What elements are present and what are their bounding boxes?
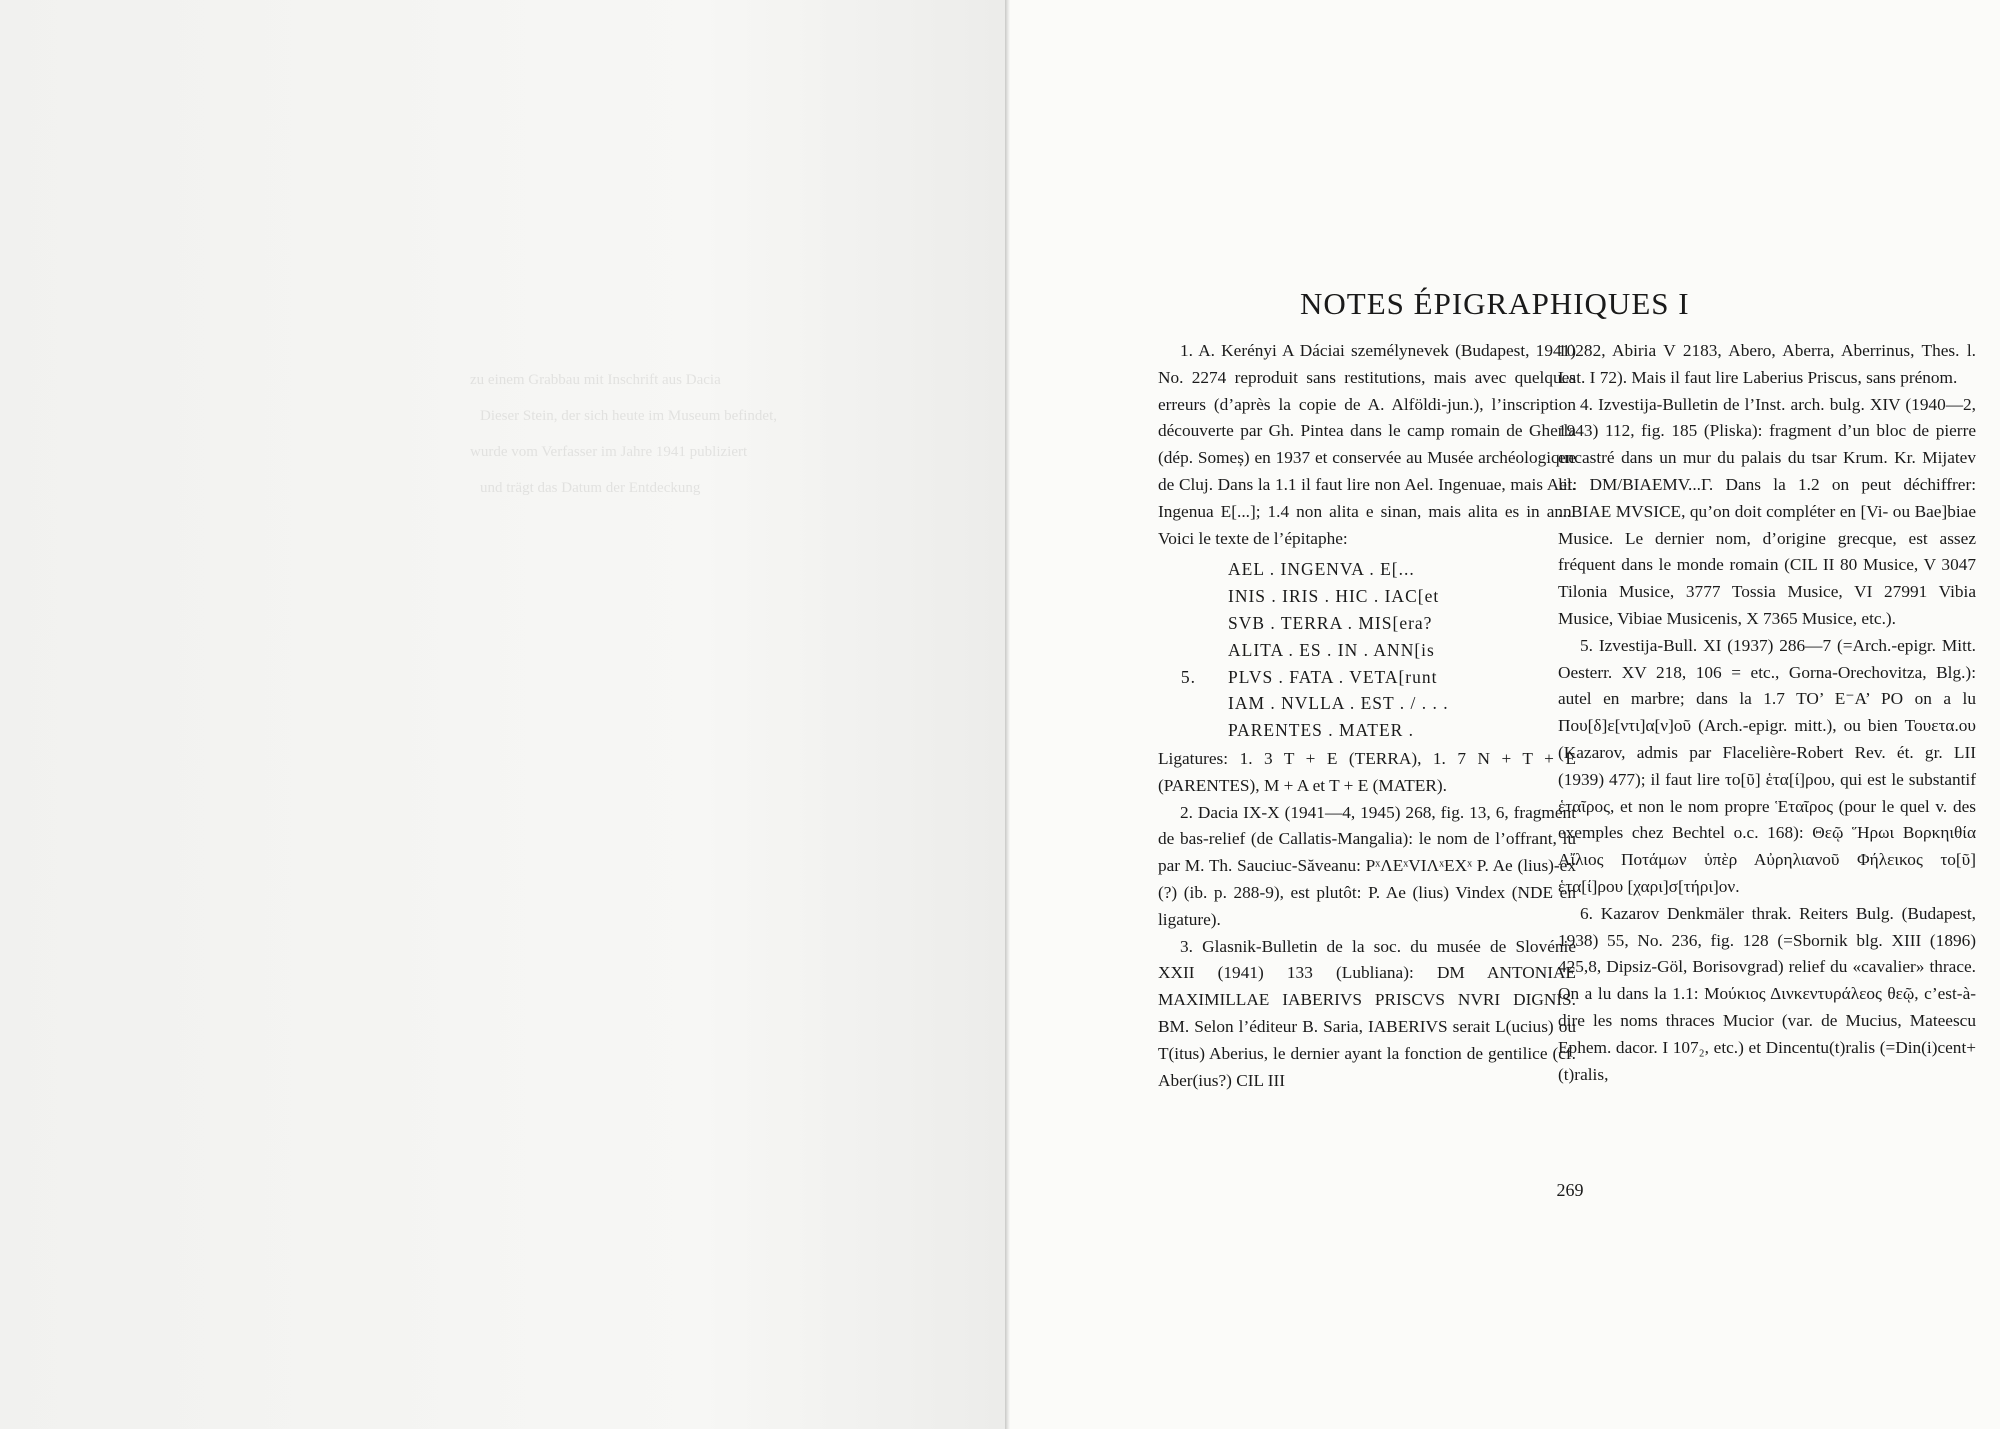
inscription-line: ALITA . ES . IN . ANN[is [1228, 639, 1435, 660]
ligatures-note: Ligatures: 1. 3 T + E (TERRA), 1. 7 N + T + E (PARENTES), M + A et T + E (MATER). [1158, 748, 1576, 795]
page-number: 269 [1556, 1180, 1584, 1200]
paragraph-2: 2. Dacia IX-X (1941—4, 1945) 268, fig. 13, 6, fragment de bas-relief (de Callatis-Mangalia): le nom de l’offrant, lu par M. Th. Sauciuc-Săveanu: PˣΛEˣVIΛˣEXˣ P. Ae (lius)-ex (?) (ib. p. 288-9), est plutôt: P. Ae (lius) Vindex (NDE en ligature). [1158, 802, 1576, 929]
text-column-left [1158, 338, 1576, 1094]
inscription-line: PARENTES . MATER . [1228, 720, 1415, 741]
inscription-line: INIS . IRIS . HIC . IAC[et [1228, 586, 1440, 607]
bleed-through-line: wurde vom Verfasser im Jahre 1941 publiziert [470, 444, 748, 460]
paragraph-3-continued: 10282, Abiria V 2183, Abero, Aberra, Aberrinus, Thes. l. Lat. I 72). Mais il faut lire Laberius Priscus, sans prénom. [1558, 341, 1976, 387]
inscription-line: IAM . NVLLA . EST . / . . . [1228, 693, 1449, 714]
inscription-line: 5. PLVS . FATA . VETA[runt [1180, 666, 1438, 687]
paragraph-4: 4. Izvestija-Bulletin de l’Inst. arch. bulg. XIV (1940—2, 1943) 112, fig. 185 (Pliska): fragment d’un bloc de pierre encastré dans un mur du palais du tsar Krum. Kr. Mijatev lit: DM/BIAEMV...Γ. Dans la 1.2 on peut déchiffrer: ...BIAE MVSICE, qu’on doit compléter en [Vi- ou Bae]biae Musice. Le dernier nom, d’origine grecque, est assez fréquent dans le monde romain (CIL II 80 Musice, V 3047 Tilonia Musice, 3777 Tossia Musice, VI 27991 Vibia Musice, Vibiae Musicenis, X 7365 Musice, etc.). [1558, 394, 1976, 628]
bleed-through-line: zu einem Grabbau mit Inschrift aus Dacia [470, 372, 721, 388]
inscription-block [1158, 556, 1576, 744]
paragraph-5: 5. Izvestija-Bull. XI (1937) 286—7 (=Arch.-epigr. Mitt. Oesterr. XV 218, 106 = etc., Gorna-Orechovitza, Blg.): autel en marbre; dans la 1.7 TO’ E⁻A’ PO on a lu Που[δ]ε[ντι]α[ν]οῦ (Arch.-epigr. mitt.), ou bien Τουετα.ου (Kazarov, admis par Flacelière-Robert Rev. ét. gr. LII (1939) 477); il faut lire το[ῦ] ἑτα[ί]ρου, qui est le substantif ἑταῖρος, et non le nom propre Ἑταῖρος (pour le quel v. des exemples chez Bechtel o.c. 168): Θεῷ Ἥρωι Βορκηιθία Αἴλιος Ποτάμων ὑπὲρ Αὐρηλιανοῦ Φήλεικος το[ῦ] ἑτα[ί]ρου [χαρι]σ[τήρι]ον. [1558, 635, 1976, 896]
page-title: NOTES ÉPIGRAPHIQUES I [1300, 286, 1690, 321]
bleed-through-line: und trägt das Datum der Entdeckung [480, 480, 701, 496]
bleed-through-line: Dieser Stein, der sich heute im Museum befindet, [480, 408, 778, 424]
paragraph-6: 6. Kazarov Denkmäler thrak. Reiters Bulg. (Budapest, 1938) 55, No. 236, fig. 128 (=Sbornik blg. XIII (1896) 425,8, Dipsiz-Göl, Borisovgrad) relief du «cavalier» thrace. On a lu dans la 1.1: Μούκιος Δινκεντυράλεος θεῷ, c’est-à-dire les noms thraces Mucior (var. de Mucius, Mateescu Ephem. dacor. I 107₂, etc.) et Dincentu(t)ralis (=Din(i)cent+(t)ralis, [1558, 903, 1976, 1084]
paragraph-1: 1. A. Kerényi A Dáciai személynevek (Budapest, 1941) No. 2274 reproduit sans restitutions, mais avec quelques erreurs (d’après la copie de A. Alföldi-jun.), l’inscription découverte par Gh. Pintea dans le camp romain de Gherla (dép. Someș) en 1937 et conservée au Musée archéologique de Cluj. Dans la 1.1 il faut lire non Ael. Ingenuae, mais Ael. Ingenua E[...]; 1.4 non alita e sinan, mais alita es in ann. Voici le texte de l’épitaphe: [1158, 341, 1576, 548]
inscription-line: SVB . TERRA . MIS[era? [1228, 612, 1433, 633]
text-column-right [1558, 338, 1976, 1088]
inscription-line: AEL . INGENVA . E[... [1228, 559, 1415, 580]
paragraph-3: 3. Glasnik-Bulletin de la soc. du musée de Slovénie XXII (1941) 133 (Lubliana): DM ANTONIAE MAXIMILLAE IABERIVS PRISCVS NVRI DIGNIS. BM. Selon l’éditeur B. Saria, IABERIVS serait L(ucius) ou T(itus) Aberius, le dernier ayant la fonction de gentilice (cf. Aber(ius?) CIL III [1158, 936, 1576, 1090]
